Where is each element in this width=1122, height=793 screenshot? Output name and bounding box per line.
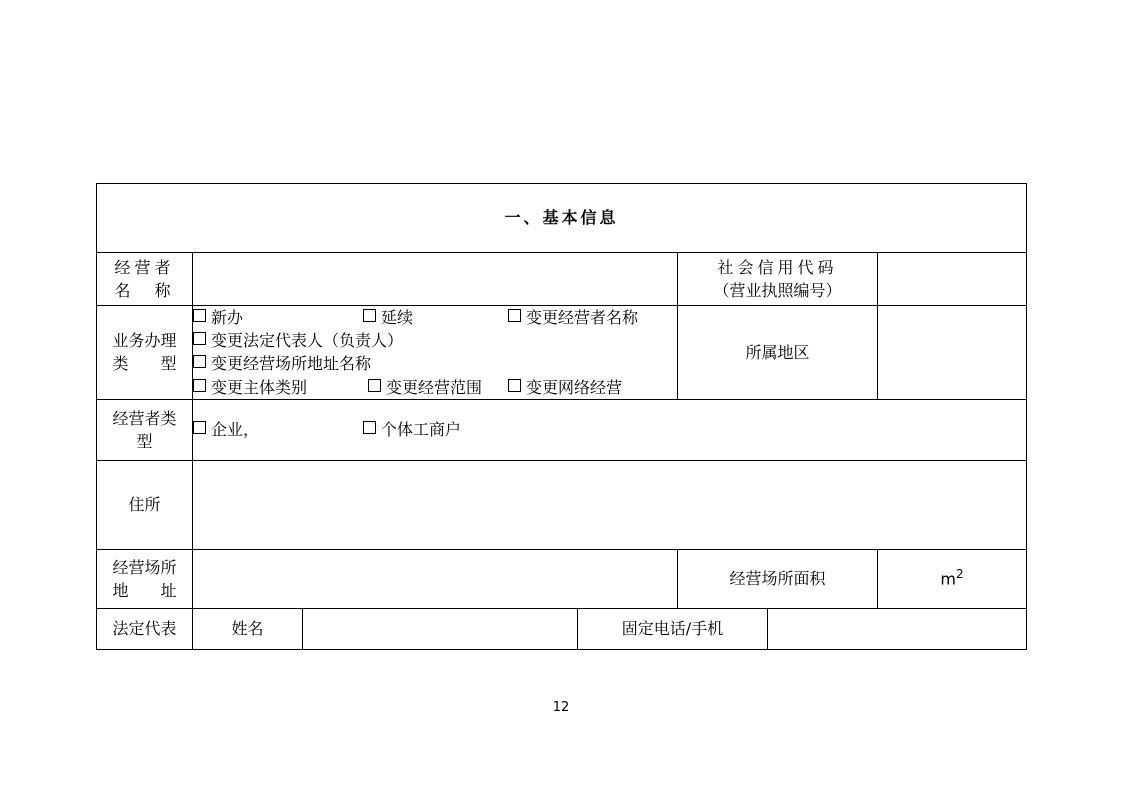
checkbox-label: 个体工商户 bbox=[381, 420, 462, 440]
checkbox-label: 变更经营范围 bbox=[386, 377, 483, 397]
address-label: 住所 bbox=[97, 460, 193, 549]
operator-name-label-line2: 名 称 bbox=[114, 281, 175, 300]
legal-rep-label: 法定代表 bbox=[97, 608, 193, 649]
checkbox-box-icon[interactable] bbox=[508, 379, 521, 392]
region-label: 所属地区 bbox=[678, 306, 878, 400]
checkbox-box-icon[interactable] bbox=[508, 309, 521, 322]
checkbox-new-application[interactable] bbox=[193, 306, 363, 329]
operator-name-value[interactable] bbox=[193, 253, 678, 306]
page-number: 12 bbox=[552, 700, 570, 715]
basic-info-form bbox=[96, 183, 1026, 650]
credit-code-label bbox=[678, 253, 878, 306]
business-place-label-line1: 经营场所 bbox=[112, 557, 177, 577]
checkbox-change-business-scope[interactable] bbox=[368, 376, 508, 399]
checkbox-label: 变更主体类别 bbox=[211, 377, 308, 397]
table-row-business-type bbox=[97, 306, 1027, 400]
checkbox-label: 新办 bbox=[211, 308, 244, 327]
checkbox-label: 企业， bbox=[211, 420, 260, 440]
legal-rep-name-label: 姓名 bbox=[193, 608, 303, 649]
operator-category-label-line1: 经营者类 bbox=[112, 408, 177, 428]
checkbox-box-icon[interactable] bbox=[193, 379, 206, 392]
operator-category-label bbox=[97, 399, 193, 460]
operator-name-label-line1: 经营者 bbox=[114, 257, 175, 277]
operator-category-label-line2: 型 bbox=[136, 431, 153, 451]
business-place-value[interactable] bbox=[193, 549, 678, 608]
table-row-legal-rep bbox=[97, 608, 1027, 649]
business-place-label-line2: 地 址 bbox=[112, 580, 177, 600]
checkbox-box-icon[interactable] bbox=[193, 309, 206, 322]
business-type-label-line2: 类 型 bbox=[112, 354, 177, 374]
business-place-label bbox=[97, 549, 193, 608]
checkbox-box-icon[interactable] bbox=[193, 332, 206, 345]
business-type-label-line1: 业务办理 bbox=[112, 331, 177, 351]
area-unit-text: m bbox=[940, 569, 956, 589]
business-type-options-row-3 bbox=[193, 376, 677, 399]
table-row-operator-category bbox=[97, 399, 1027, 460]
business-type-options-row-1 bbox=[193, 306, 677, 329]
business-area-label: 经营场所面积 bbox=[678, 549, 878, 608]
address-value[interactable] bbox=[193, 460, 1027, 549]
checkbox-renewal[interactable] bbox=[363, 306, 508, 329]
checkbox-change-legal-rep[interactable] bbox=[193, 329, 508, 352]
checkbox-label: 变更经营者名称 bbox=[526, 308, 639, 327]
credit-code-label-line2: （营业执照编号） bbox=[713, 281, 842, 300]
checkbox-label: 变更经营场所地址名称 bbox=[211, 354, 372, 374]
checkbox-box-icon[interactable] bbox=[193, 355, 206, 368]
business-area-value[interactable] bbox=[878, 549, 1027, 608]
checkbox-change-place-address-name[interactable] bbox=[193, 352, 371, 375]
checkbox-individual-business[interactable] bbox=[363, 418, 461, 441]
legal-rep-phone-label: 固定电话/手机 bbox=[578, 608, 768, 649]
checkbox-change-operator-name[interactable] bbox=[508, 306, 638, 329]
checkbox-enterprise[interactable] bbox=[193, 418, 363, 441]
business-type-options-row-2 bbox=[193, 329, 677, 375]
section-title: 一、基本信息 bbox=[97, 184, 1027, 253]
table-row-business-place bbox=[97, 549, 1027, 608]
checkbox-label: 变更法定代表人（负责人） bbox=[211, 331, 404, 351]
operator-category-options bbox=[193, 399, 1027, 460]
checkbox-label: 延续 bbox=[381, 308, 414, 327]
operator-name-label bbox=[97, 253, 193, 306]
checkbox-change-online-business[interactable] bbox=[508, 376, 622, 399]
credit-code-label-line1: 社会信用代码 bbox=[717, 257, 838, 277]
basic-info-table bbox=[96, 183, 1027, 650]
checkbox-label: 变更网络经营 bbox=[526, 377, 623, 397]
region-value[interactable] bbox=[878, 306, 1027, 400]
business-type-label bbox=[97, 306, 193, 400]
checkbox-box-icon[interactable] bbox=[363, 309, 376, 322]
checkbox-box-icon[interactable] bbox=[368, 379, 381, 392]
checkbox-change-entity-category[interactable] bbox=[193, 376, 368, 399]
credit-code-value[interactable] bbox=[878, 253, 1027, 306]
legal-rep-name-value[interactable] bbox=[303, 608, 578, 649]
table-row-address bbox=[97, 460, 1027, 549]
legal-rep-phone-value[interactable] bbox=[768, 608, 1027, 649]
table-row-operator-name bbox=[97, 253, 1027, 306]
checkbox-box-icon[interactable] bbox=[193, 421, 206, 434]
area-unit-superscript: 2 bbox=[955, 567, 964, 582]
table-row-title bbox=[97, 184, 1027, 253]
checkbox-box-icon[interactable] bbox=[363, 421, 376, 434]
business-type-options bbox=[193, 306, 678, 400]
